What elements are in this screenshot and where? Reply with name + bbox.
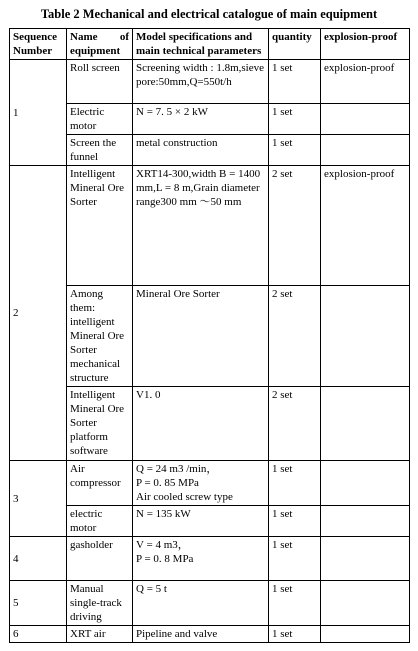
quantity-cell: 1 set bbox=[269, 581, 321, 626]
specification-cell: Screening width : 1.8m,sieve pore:50mm,Q=550t/h bbox=[133, 60, 269, 104]
explosion-proof-cell bbox=[321, 506, 410, 537]
table-row bbox=[10, 506, 410, 537]
equipment-name-cell: electric motor bbox=[67, 506, 133, 537]
table-row bbox=[10, 537, 410, 581]
header-specifications: Model specifications and main technical parameters bbox=[133, 29, 269, 60]
quantity-cell: 2 set bbox=[269, 387, 321, 461]
quantity-cell: 1 set bbox=[269, 461, 321, 506]
equipment-table bbox=[9, 28, 410, 643]
equipment-name-cell: Manual single-track driving bbox=[67, 581, 133, 626]
table-row bbox=[10, 286, 410, 387]
quantity-cell: 1 set bbox=[269, 104, 321, 135]
specification-cell: V1. 0 bbox=[133, 387, 269, 461]
sequence-number-cell: 2 bbox=[10, 166, 67, 461]
explosion-proof-cell bbox=[321, 581, 410, 626]
quantity-cell: 1 set bbox=[269, 60, 321, 104]
equipment-name-cell: Among them: intelligent Mineral Ore Sorter mechanical structure bbox=[67, 286, 133, 387]
explosion-proof-cell bbox=[321, 387, 410, 461]
header-sequence-number: Sequence Number bbox=[10, 29, 67, 60]
equipment-name-cell: gasholder bbox=[67, 537, 133, 581]
table-row bbox=[10, 387, 410, 461]
header-row bbox=[10, 29, 410, 60]
sequence-number-cell: 1 bbox=[10, 60, 67, 166]
table-row bbox=[10, 135, 410, 166]
explosion-proof-cell bbox=[321, 104, 410, 135]
equipment-name-cell: Air compressor bbox=[67, 461, 133, 506]
specification-cell: XRT14-300,width B = 1400 mm,L = 8 m,Grain diameter range300 mm ～50 mm bbox=[133, 166, 269, 286]
specification-cell: Mineral Ore Sorter bbox=[133, 286, 269, 387]
quantity-cell: 2 set bbox=[269, 286, 321, 387]
table-row bbox=[10, 60, 410, 104]
quantity-cell: 1 set bbox=[269, 506, 321, 537]
specification-cell: Pipeline and valve bbox=[133, 626, 269, 643]
equipment-name-cell: Electric motor bbox=[67, 104, 133, 135]
explosion-proof-cell bbox=[321, 461, 410, 506]
equipment-name-cell: Intelligent Mineral Ore Sorter bbox=[67, 166, 133, 286]
specification-cell: N = 7. 5 × 2 kW bbox=[133, 104, 269, 135]
specification-cell: Q = 24 m3 /min， P = 0. 85 MPa Air cooled screw type bbox=[133, 461, 269, 506]
table-row bbox=[10, 626, 410, 643]
table-row bbox=[10, 461, 410, 506]
equipment-name-cell: Intelligent Mineral Ore Sorter platform software bbox=[67, 387, 133, 461]
specification-cell: N = 135 kW bbox=[133, 506, 269, 537]
table-body bbox=[10, 60, 410, 643]
explosion-proof-cell: explosion-proof bbox=[321, 60, 410, 104]
specification-cell: metal construction bbox=[133, 135, 269, 166]
explosion-proof-cell bbox=[321, 626, 410, 643]
explosion-proof-cell bbox=[321, 135, 410, 166]
specification-cell: Q = 5 t bbox=[133, 581, 269, 626]
explosion-proof-cell bbox=[321, 537, 410, 581]
quantity-cell: 2 set bbox=[269, 166, 321, 286]
table-row bbox=[10, 581, 410, 626]
equipment-name-cell: Roll screen bbox=[67, 60, 133, 104]
quantity-cell: 1 set bbox=[269, 626, 321, 643]
equipment-name-cell: XRT air bbox=[67, 626, 133, 643]
sequence-number-cell: 5 bbox=[10, 581, 67, 626]
header-explosion-proof: explosion-proof bbox=[321, 29, 410, 60]
sequence-number-cell: 6 bbox=[10, 626, 67, 643]
sequence-number-cell: 3 bbox=[10, 461, 67, 537]
quantity-cell: 1 set bbox=[269, 135, 321, 166]
table-row bbox=[10, 166, 410, 286]
header-equipment-name: Name of equipment bbox=[67, 29, 133, 60]
header-quantity: quantity bbox=[269, 29, 321, 60]
table-row bbox=[10, 104, 410, 135]
sequence-number-cell: 4 bbox=[10, 537, 67, 581]
specification-cell: V = 4 m3， P = 0. 8 MPa bbox=[133, 537, 269, 581]
table-title: Table 2 Mechanical and electrical catalogue of main equipment bbox=[40, 7, 378, 21]
quantity-cell: 1 set bbox=[269, 537, 321, 581]
explosion-proof-cell: explosion-proof bbox=[321, 166, 410, 286]
equipment-name-cell: Screen the funnel bbox=[67, 135, 133, 166]
explosion-proof-cell bbox=[321, 286, 410, 387]
